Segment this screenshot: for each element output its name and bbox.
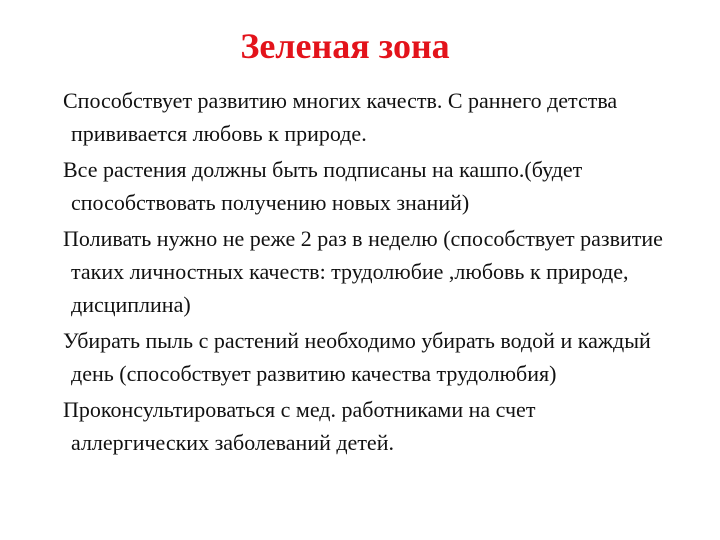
paragraph-labels: Все растения должны быть подписаны на кашпо.(будет способствовать получению новых знаний)	[63, 157, 583, 215]
paragraph-consultation: Проконсультироваться с мед. работниками на счет аллергических заболеваний детей.	[63, 397, 536, 455]
paragraph-development: Способствует развитию многих качеств. С раннего детства прививается любовь к природе.	[63, 88, 618, 146]
slide-body	[63, 84, 678, 462]
slide-title: Зеленая зона	[240, 26, 450, 66]
paragraph-dusting: Убирать пыль с растений необходимо убирать водой и каждый день (способствует развитию качества трудолюбия)	[63, 328, 651, 386]
paragraph-watering: Поливать нужно не реже 2 раз в неделю (способствует развитие таких личностных качеств: трудолюбие ,любовь к природе, дисциплина)	[63, 226, 663, 317]
